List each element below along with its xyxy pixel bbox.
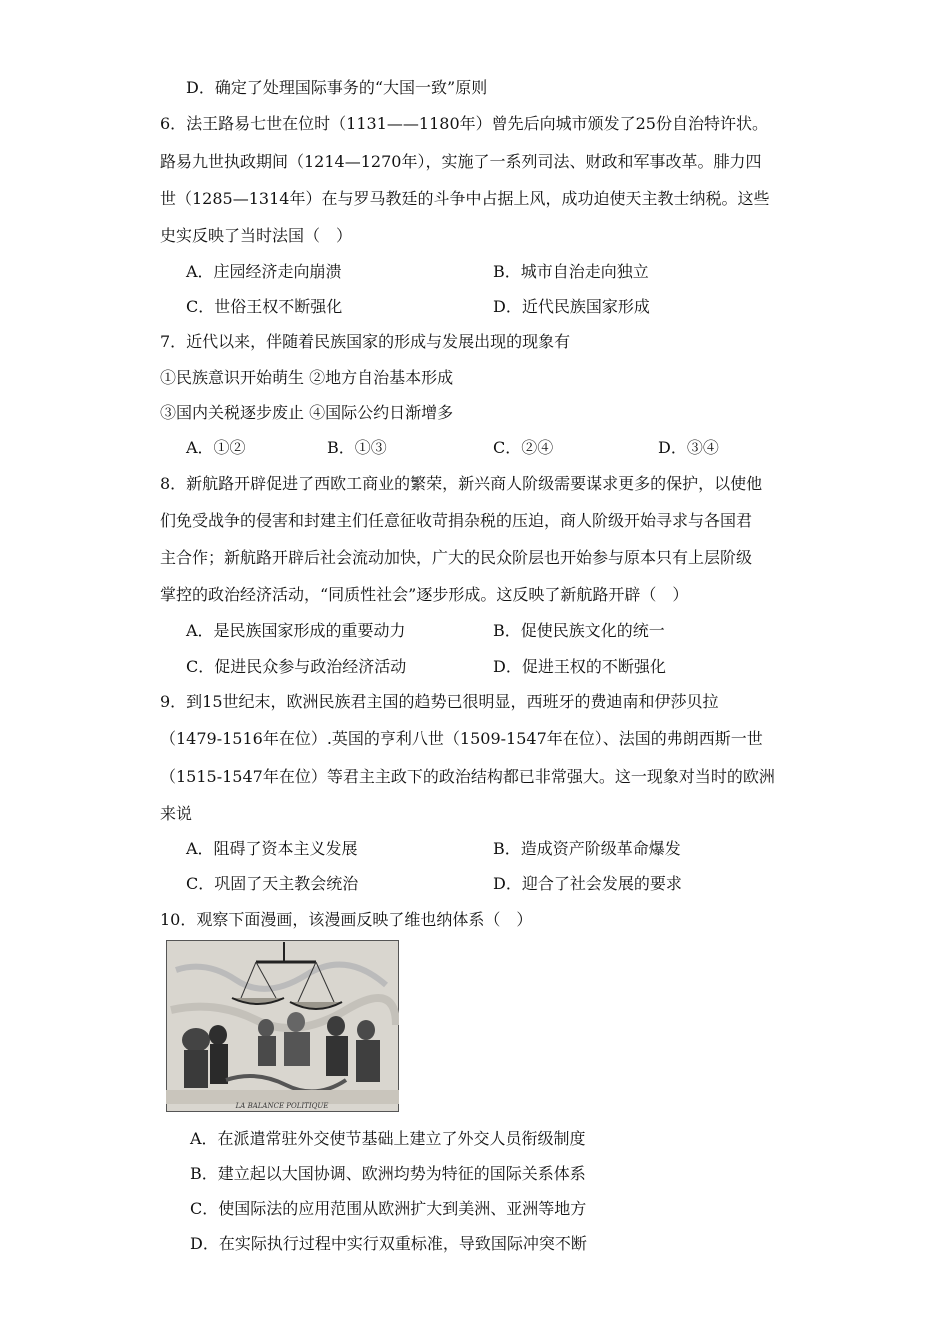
q8-stem-line-1: 8．新航路开辟促进了西欧工商业的繁荣，新兴商人阶级需要谋求更多的保护，以使他 <box>160 474 763 493</box>
q7-items-1: ①民族意识开始萌生 ②地方自治基本形成 <box>160 368 454 387</box>
q6-option-d[interactable]: D．近代民族国家形成 <box>493 297 650 316</box>
q10-stem: 10．观察下面漫画，该漫画反映了维也纳体系（ ） <box>160 910 533 929</box>
q9-stem-line-1: 9．到15世纪末，欧洲民族君主国的趋势已很明显，西班牙的费迪南和伊莎贝拉 <box>160 692 719 711</box>
q8-option-b[interactable]: B．促使民族文化的统一 <box>493 621 665 640</box>
q10-option-d[interactable]: D．在实际执行过程中实行双重标准，导致国际冲突不断 <box>190 1234 587 1253</box>
q6-stem-line-3: 世（1285—1314年）在与罗马教廷的斗争中占据上风，成功迫使天主教士纳税。这些 <box>160 189 770 208</box>
q6-stem-line-2: 路易九世执政期间（1214—1270年），实施了一系列司法、财政和军事改革。腓力四 <box>160 152 762 171</box>
q6-option-c[interactable]: C．世俗王权不断强化 <box>186 297 343 316</box>
q9-option-c[interactable]: C．巩固了天主教会统治 <box>186 874 359 893</box>
political-balance-cartoon <box>166 940 399 1112</box>
q8-stem-line-4: 掌控的政治经济活动，“同质性社会”逐步形成。这反映了新航路开辟（ ） <box>160 585 689 604</box>
q10-option-a[interactable]: A．在派遣常驻外交使节基础上建立了外交人员衔级制度 <box>190 1129 586 1148</box>
q9-stem-line-3: （1515-1547年在位）等君主主政下的政治结构都已非常强大。这一现象对当时的欧洲 <box>160 767 775 786</box>
q6-stem-line-4: 史实反映了当时法国（ ） <box>160 226 353 245</box>
q9-stem-line-4: 来说 <box>160 804 193 823</box>
cartoon-caption: LA BALANCE POLITIQUE <box>235 1102 329 1110</box>
q8-option-a[interactable]: A．是民族国家形成的重要动力 <box>186 621 406 640</box>
q9-option-a[interactable]: A．阻碍了资本主义发展 <box>186 839 358 858</box>
q6-option-b[interactable]: B．城市自治走向独立 <box>493 262 649 281</box>
q8-stem-line-3: 主合作；新航路开辟后社会流动加快，广大的民众阶层也开始参与原本只有上层阶级 <box>160 548 753 567</box>
q5-option-d: D．确定了处理国际事务的“大国一致”原则 <box>186 78 488 97</box>
q9-option-b[interactable]: B．造成资产阶级革命爆发 <box>493 839 681 858</box>
q6-stem-line-1: 6．法王路易七世在位时（1131——1180年）曾先后向城市颁发了25份自治特许状。 <box>160 114 768 133</box>
q9-option-d[interactable]: D．迎合了社会发展的要求 <box>493 874 682 893</box>
q6-option-a[interactable]: A．庄园经济走向崩溃 <box>186 262 342 281</box>
q7-option-a[interactable]: A．①② <box>186 438 246 457</box>
q8-stem-line-2: 们免受战争的侵害和封建主们任意征收苛捐杂税的压迫，商人阶级开始寻求与各国君 <box>160 511 753 530</box>
q7-option-c[interactable]: C．②④ <box>493 438 554 457</box>
q10-option-c[interactable]: C．使国际法的应用范围从欧洲扩大到美洲、亚洲等地方 <box>190 1199 587 1218</box>
q8-option-c[interactable]: C．促进民众参与政治经济活动 <box>186 657 407 676</box>
q10-option-b[interactable]: B．建立起以大国协调、欧洲均势为特征的国际关系体系 <box>190 1164 586 1183</box>
q7-option-b[interactable]: B．①③ <box>327 438 387 457</box>
q7-items-2: ③国内关税逐步废止 ④国际公约日渐增多 <box>160 403 454 422</box>
q8-option-d[interactable]: D．促进王权的不断强化 <box>493 657 666 676</box>
q7-option-d[interactable]: D．③④ <box>658 438 719 457</box>
q7-stem: 7．近代以来，伴随着民族国家的形成与发展出现的现象有 <box>160 332 571 351</box>
q9-stem-line-2: （1479-1516年在位）.英国的亨利八世（1509-1547年在位）、法国的弗朗西斯一世 <box>160 729 763 748</box>
